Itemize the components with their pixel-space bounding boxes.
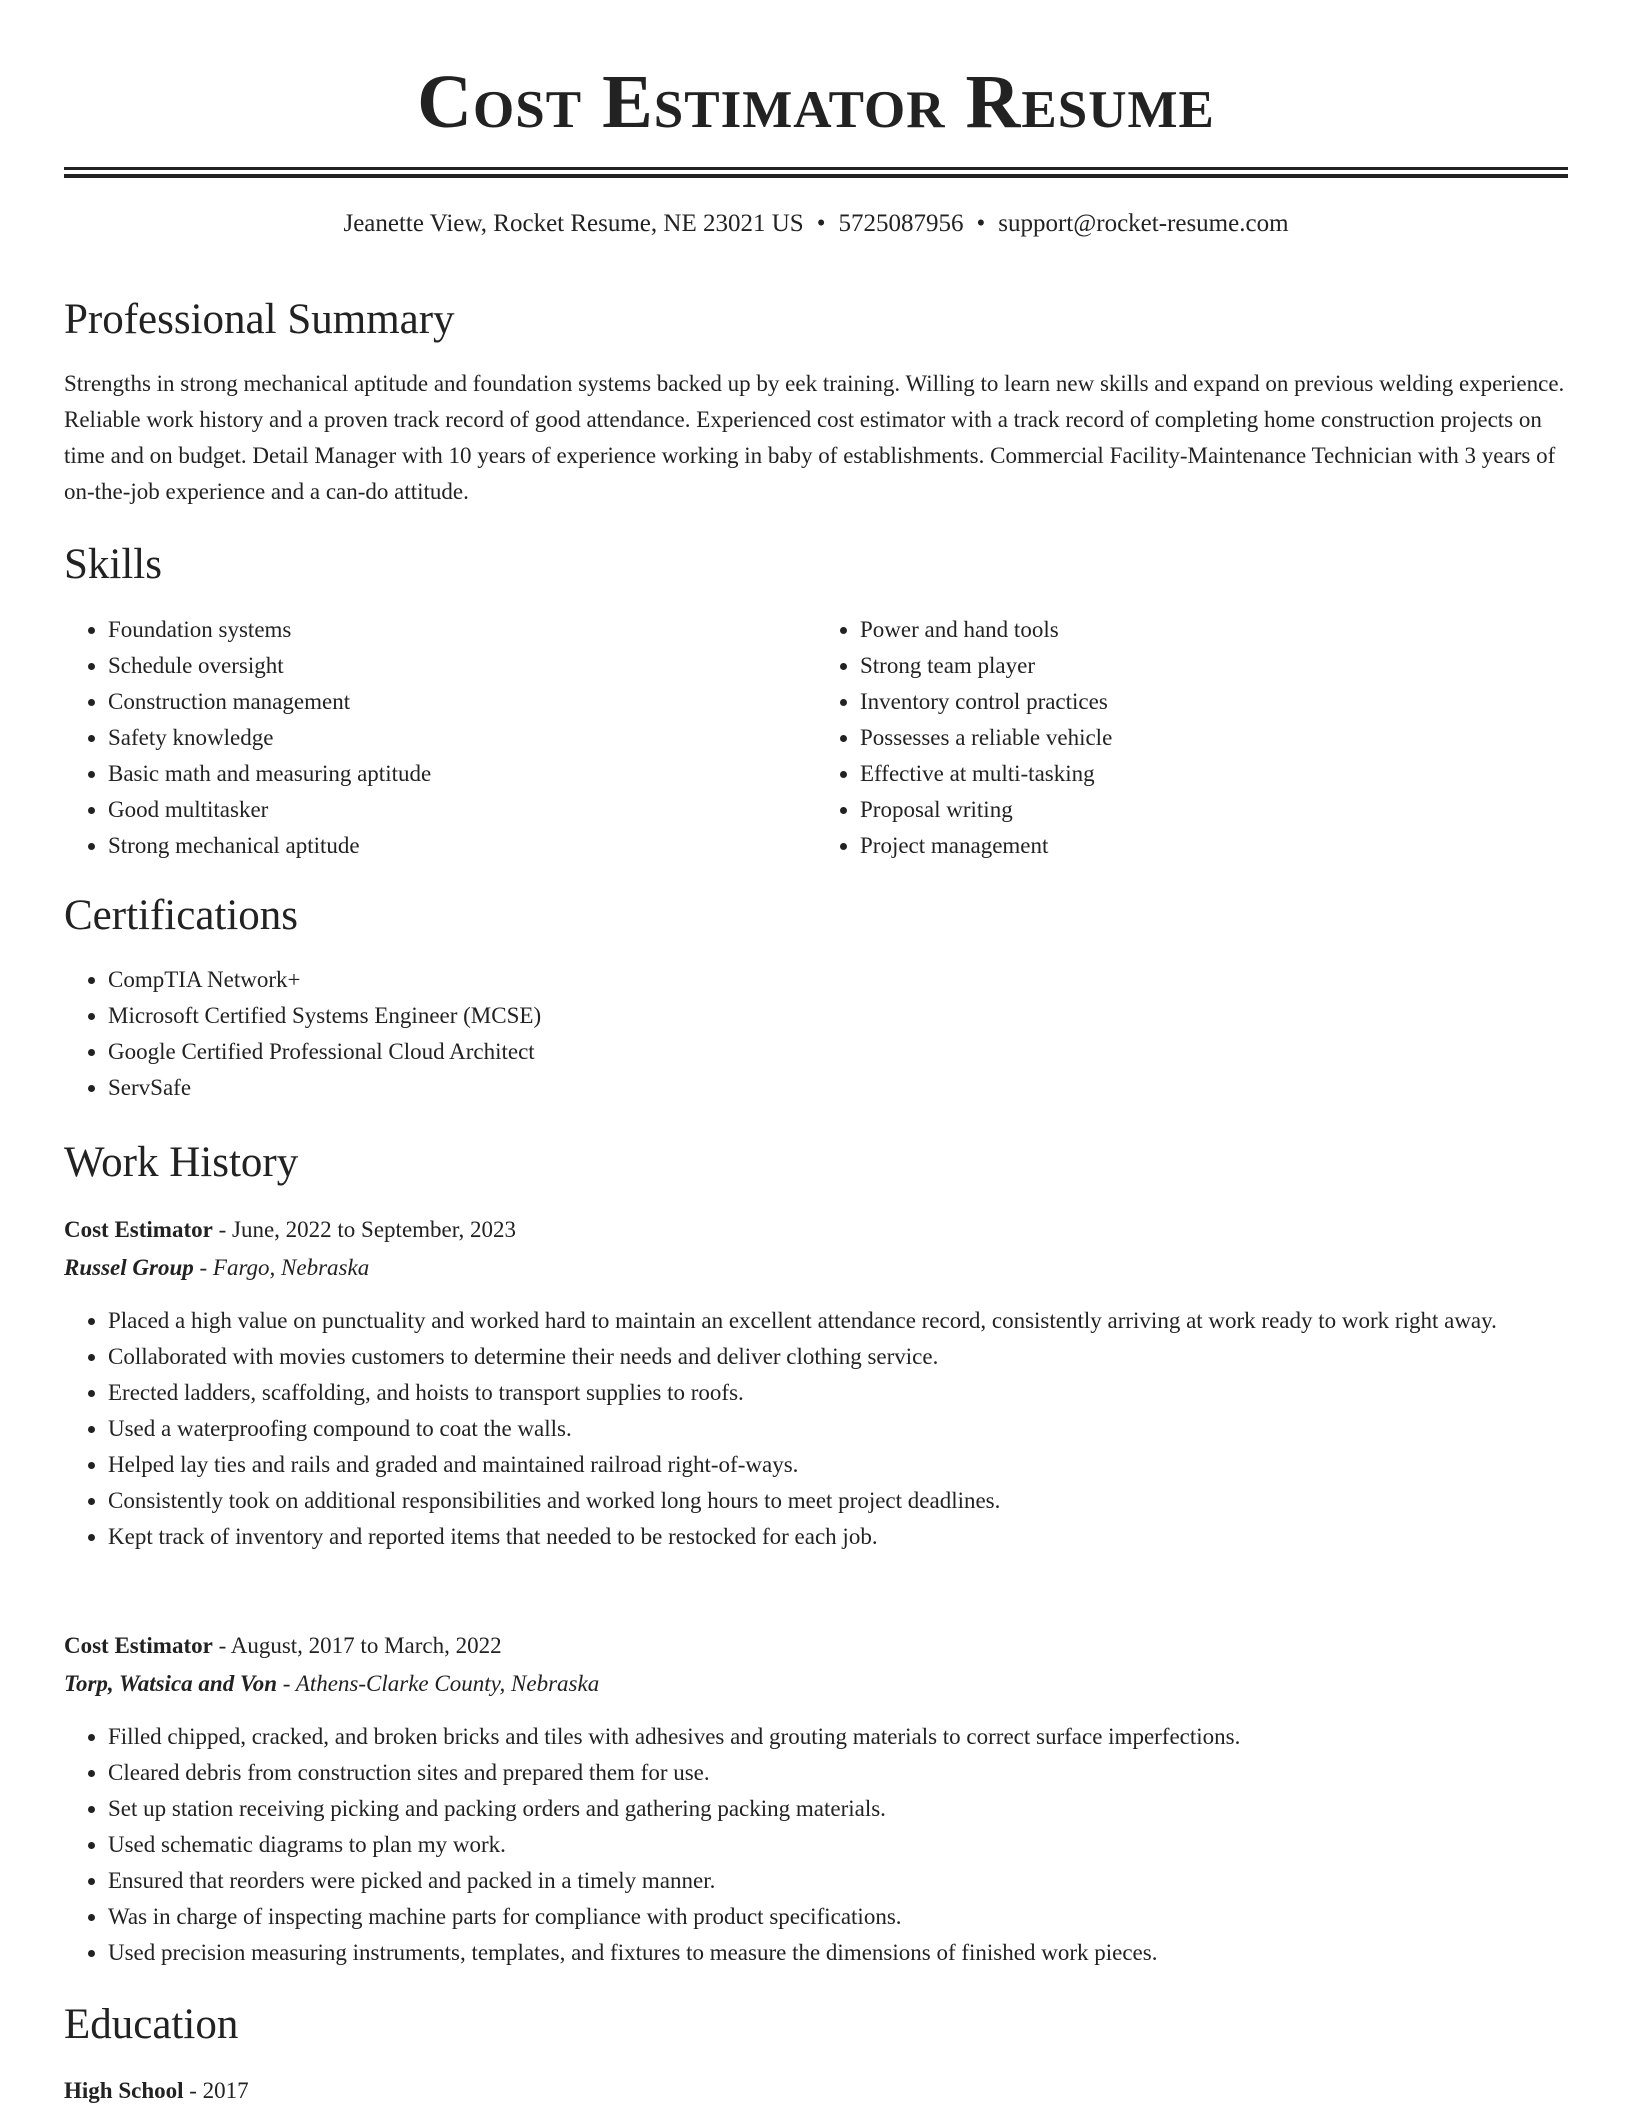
contact-phone: 5725087956	[838, 210, 964, 237]
job-bullets	[64, 1719, 1568, 1971]
job-header	[64, 1627, 1568, 1665]
job-title: Cost Estimator	[64, 1217, 213, 1242]
job-entry	[64, 1211, 1568, 1555]
skills-column-left	[64, 612, 816, 864]
skills-column-right	[816, 612, 1568, 864]
contact-address: Jeanette View, Rocket Resume, NE 23021 US	[343, 210, 804, 237]
section-heading-summary: Professional Summary	[64, 296, 455, 343]
job-employer	[64, 1665, 1568, 1703]
job-bullet: • Placed a high value on punctuality and worked hard to maintain an excellent attendance record, consistently arriving at work ready to work right away.	[108, 1303, 1568, 1339]
job-location: - Fargo, Nebraska	[193, 1255, 370, 1280]
certification-item: • CompTIA Network+	[108, 962, 1612, 998]
skill-item: • Schedule oversight	[108, 648, 816, 684]
contact-email: support@rocket-resume.com	[998, 210, 1289, 237]
job-bullet: • Helped lay ties and rails and graded and maintained railroad right-of-ways.	[108, 1447, 1568, 1483]
education-degree: High School	[64, 2078, 184, 2103]
certification-item: • ServSafe	[108, 1070, 1612, 1106]
skill-item: • Possesses a reliable vehicle	[860, 720, 1568, 756]
skill-item: • Strong team player	[860, 648, 1568, 684]
job-location: - Athens-Clarke County, Nebraska	[277, 1671, 600, 1696]
resume-content	[64, 0, 1568, 2103]
certification-item: • Google Certified Professional Cloud Architect	[108, 1034, 1612, 1070]
job-company: Russel Group	[64, 1255, 194, 1280]
job-entry	[64, 1627, 1568, 1971]
skill-item: • Inventory control practices	[860, 684, 1568, 720]
page-title: Cost Estimator Resume	[417, 60, 1215, 144]
job-bullet: • Collaborated with movies customers to determine their needs and deliver clothing service.	[108, 1339, 1568, 1375]
skill-item: • Project management	[860, 828, 1568, 864]
title-divider	[64, 167, 1568, 178]
section-heading-education: Education	[64, 2001, 239, 2048]
job-header	[64, 1211, 1568, 1249]
job-employer	[64, 1249, 1568, 1287]
education-year: - 2017	[183, 2078, 249, 2103]
job-bullet: • Used schematic diagrams to plan my work.	[108, 1827, 1568, 1863]
job-bullet: • Was in charge of inspecting machine parts for compliance with product specifications.	[108, 1899, 1568, 1935]
job-bullet: • Consistently took on additional responsibilities and worked long hours to meet project deadlines.	[108, 1483, 1568, 1519]
skill-item: • Strong mechanical aptitude	[108, 828, 816, 864]
job-bullet: • Ensured that reorders were picked and packed in a timely manner.	[108, 1863, 1568, 1899]
skill-item: • Proposal writing	[860, 792, 1568, 828]
summary-text: Strengths in strong mechanical aptitude and foundation systems backed up by eek training. Willing to learn new skills and expand on previous welding experience. Reliable work history and a proven track record of good attendance. Experienced cost estimator with a track record of completing home construction projects on time and on budget. Detail Manager with 10 years of experience working in baby of establishments. Commercial Facility-Maintenance Technician with 3 years of on-the-job experience and a can-do attitude.	[64, 371, 1565, 504]
skill-item: • Basic math and measuring aptitude	[108, 756, 816, 792]
job-bullet: • Kept track of inventory and reported items that needed to be restocked for each job.	[108, 1519, 1568, 1555]
job-title: Cost Estimator	[64, 1633, 213, 1658]
job-bullet: • Cleared debris from construction sites and prepared them for use.	[108, 1755, 1568, 1791]
skill-item: • Foundation systems	[108, 612, 816, 648]
section-heading-work-history: Work History	[64, 1139, 299, 1186]
contact-line	[64, 206, 1568, 242]
job-bullet: • Set up station receiving picking and packing orders and gathering packing materials.	[108, 1791, 1568, 1827]
job-bullet: • Erected ladders, scaffolding, and hoists to transport supplies to roofs.	[108, 1375, 1568, 1411]
contact-separator: •	[976, 210, 986, 237]
section-heading-skills: Skills	[64, 541, 162, 588]
skill-item: • Effective at multi-tasking	[860, 756, 1568, 792]
skill-item: • Power and hand tools	[860, 612, 1568, 648]
skill-item: • Good multitasker	[108, 792, 816, 828]
skills-list	[64, 612, 1568, 864]
contact-separator: •	[816, 210, 826, 237]
education-entry	[64, 2072, 1568, 2110]
job-bullet: • Used precision measuring instruments, templates, and fixtures to measure the dimensions of finished work pieces.	[108, 1935, 1568, 1971]
job-bullet: • Filled chipped, cracked, and broken bricks and tiles with adhesives and grouting materials to correct surface imperfections.	[108, 1719, 1568, 1755]
job-bullet: • Used a waterproofing compound to coat the walls.	[108, 1411, 1568, 1447]
certifications-list	[64, 962, 1612, 1106]
job-bullets	[64, 1303, 1568, 1555]
job-company: Torp, Watsica and Von	[64, 1671, 278, 1696]
skill-item: • Safety knowledge	[108, 720, 816, 756]
certification-item: • Microsoft Certified Systems Engineer (MCSE)	[108, 998, 1612, 1034]
skill-item: • Construction management	[108, 684, 816, 720]
job-dates: - August, 2017 to March, 2022	[212, 1633, 502, 1658]
section-heading-certifications: Certifications	[64, 892, 299, 939]
job-dates: - June, 2022 to September, 2023	[212, 1217, 516, 1242]
